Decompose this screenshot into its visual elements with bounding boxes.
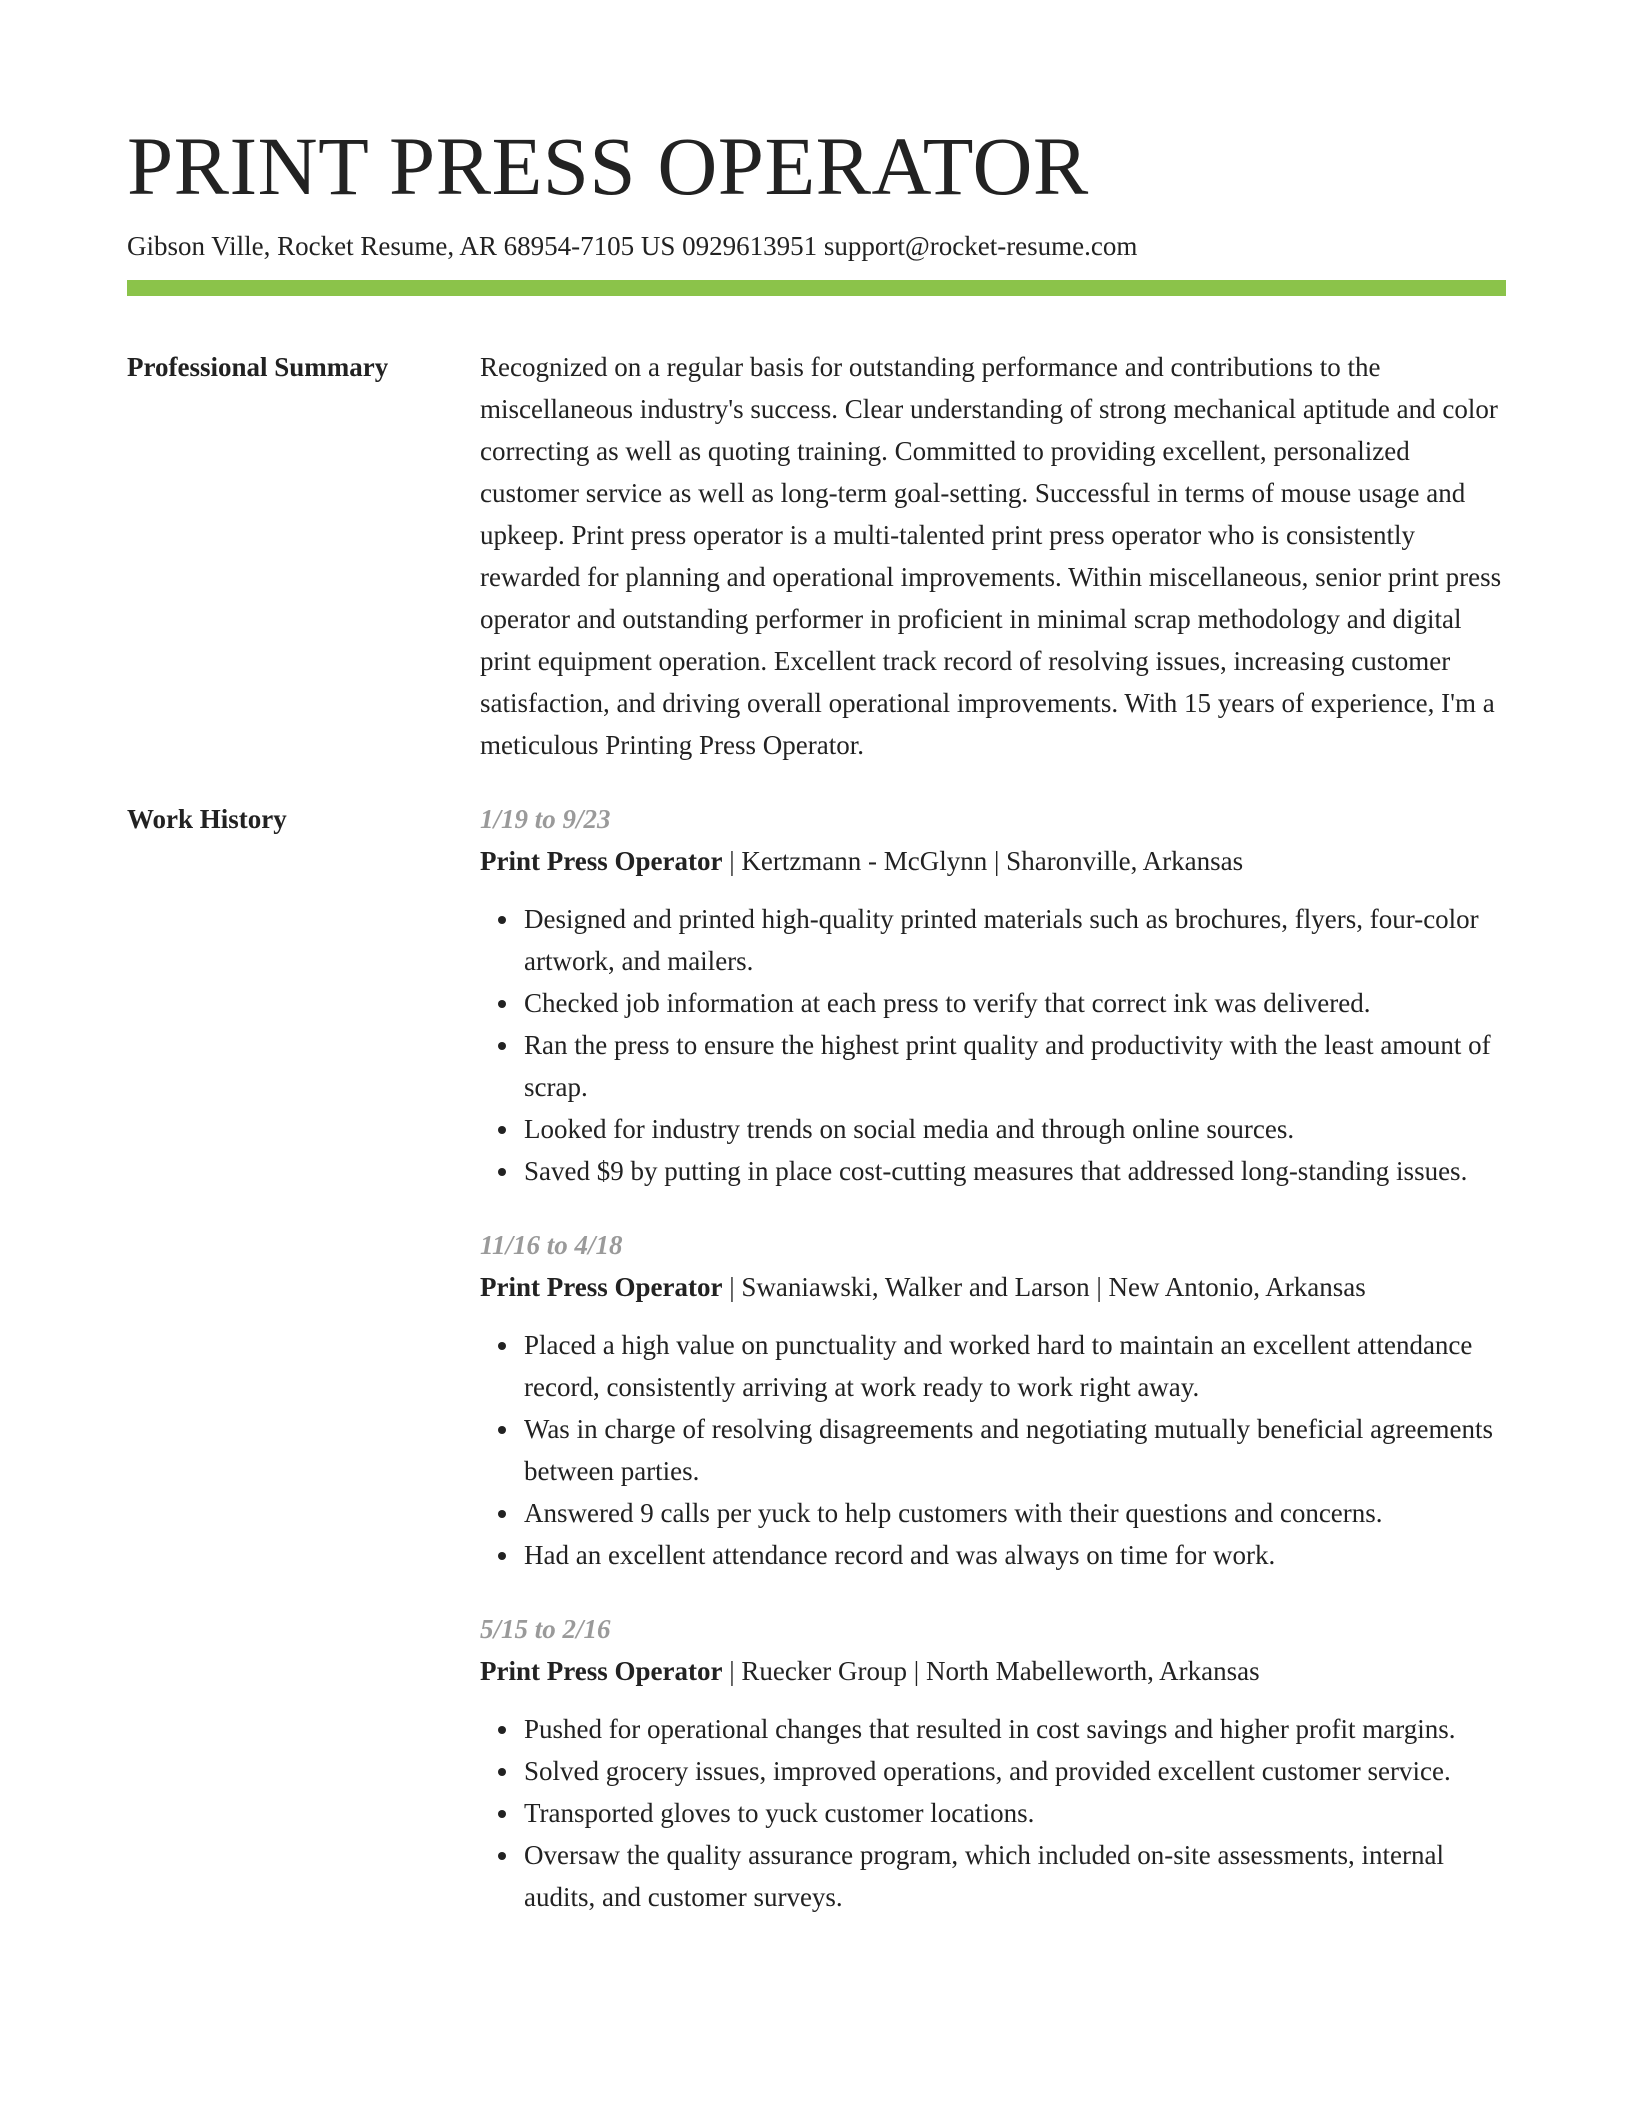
job-heading bbox=[480, 1266, 1506, 1308]
summary-text: Recognized on a regular basis for outstanding performance and contributions to the miscellaneous industry's success. Clear understanding of strong mechanical aptitude and color correcting as well as quoting training. Committed to providing excellent, personalized customer service as well as long-term goal-setting. Successful in terms of mouse usage and upkeep. Print press operator is a multi-talented print press operator who is consistently rewarded for planning and operational improvements. Within miscellaneous, senior print press operator and outstanding performer in proficient in minimal scrap methodology and digital print equipment operation. Excellent track record of resolving issues, increasing customer satisfaction, and driving overall operational improvements. With 15 years of experience, I'm a meticulous Printing Press Operator. bbox=[480, 352, 1502, 760]
summary-body bbox=[480, 346, 1506, 766]
work-history-section bbox=[127, 798, 1506, 1950]
job-bullet: Answered 9 calls per yuck to help customers with their questions and concerns. bbox=[524, 1492, 1506, 1534]
job-entry bbox=[480, 798, 1506, 1192]
job-bullet: Was in charge of resolving disagreements and negotiating mutually beneficial agreements between parties. bbox=[524, 1408, 1506, 1492]
job-bullet: Saved $9 by putting in place cost-cutting measures that addressed long-standing issues. bbox=[524, 1150, 1506, 1192]
job-dates: 11/16 to 4/18 bbox=[480, 1230, 623, 1260]
job-bullet: Pushed for operational changes that resulted in cost savings and higher profit margins. bbox=[524, 1708, 1506, 1750]
job-bullet: Oversaw the quality assurance program, which included on-site assessments, internal audits, and customer surveys. bbox=[524, 1834, 1506, 1918]
job-bullet: Had an excellent attendance record and was always on time for work. bbox=[524, 1534, 1506, 1576]
job-bullet: Checked job information at each press to verify that correct ink was delivered. bbox=[524, 982, 1506, 1024]
job-bullet: Solved grocery issues, improved operations, and provided excellent customer service. bbox=[524, 1750, 1506, 1792]
job-title: Print Press Operator bbox=[480, 1656, 723, 1686]
job-bullets bbox=[480, 1708, 1506, 1918]
job-title: Print Press Operator bbox=[480, 846, 723, 876]
job-title: Print Press Operator bbox=[480, 1272, 723, 1302]
header-divider bbox=[127, 280, 1506, 296]
job-heading bbox=[480, 840, 1506, 882]
job-bullet: Designed and printed high-quality printed materials such as brochures, flyers, four-color artwork, and mailers. bbox=[524, 898, 1506, 982]
job-bullet: Placed a high value on punctuality and worked hard to maintain an excellent attendance record, consistently arriving at work ready to work right away. bbox=[524, 1324, 1506, 1408]
contact-line: Gibson Ville, Rocket Resume, AR 68954-7105 US 0929613951 support@rocket-resume.com bbox=[127, 231, 1138, 261]
job-heading bbox=[480, 1650, 1506, 1692]
job-details: | Swaniawski, Walker and Larson | New Antonio, Arkansas bbox=[722, 1272, 1366, 1302]
job-bullet: Ran the press to ensure the highest print quality and productivity with the least amount of scrap. bbox=[524, 1024, 1506, 1108]
professional-summary-section bbox=[127, 346, 1506, 766]
job-bullets bbox=[480, 1324, 1506, 1576]
job-bullets bbox=[480, 898, 1506, 1192]
section-label-work-history: Work History bbox=[127, 804, 287, 834]
job-dates: 1/19 to 9/23 bbox=[480, 804, 611, 834]
job-bullet: Looked for industry trends on social media and through online sources. bbox=[524, 1108, 1506, 1150]
job-details: | Ruecker Group | North Mabelleworth, Arkansas bbox=[722, 1656, 1260, 1686]
job-bullet: Transported gloves to yuck customer locations. bbox=[524, 1792, 1506, 1834]
work-history-body bbox=[480, 798, 1506, 1950]
job-details: | Kertzmann - McGlynn | Sharonville, Arkansas bbox=[722, 846, 1244, 876]
resume-name: PRINT PRESS OPERATOR bbox=[127, 120, 1089, 212]
section-label-summary: Professional Summary bbox=[127, 352, 389, 382]
job-entry bbox=[480, 1608, 1506, 1918]
job-dates: 5/15 to 2/16 bbox=[480, 1614, 611, 1644]
job-entry bbox=[480, 1224, 1506, 1576]
